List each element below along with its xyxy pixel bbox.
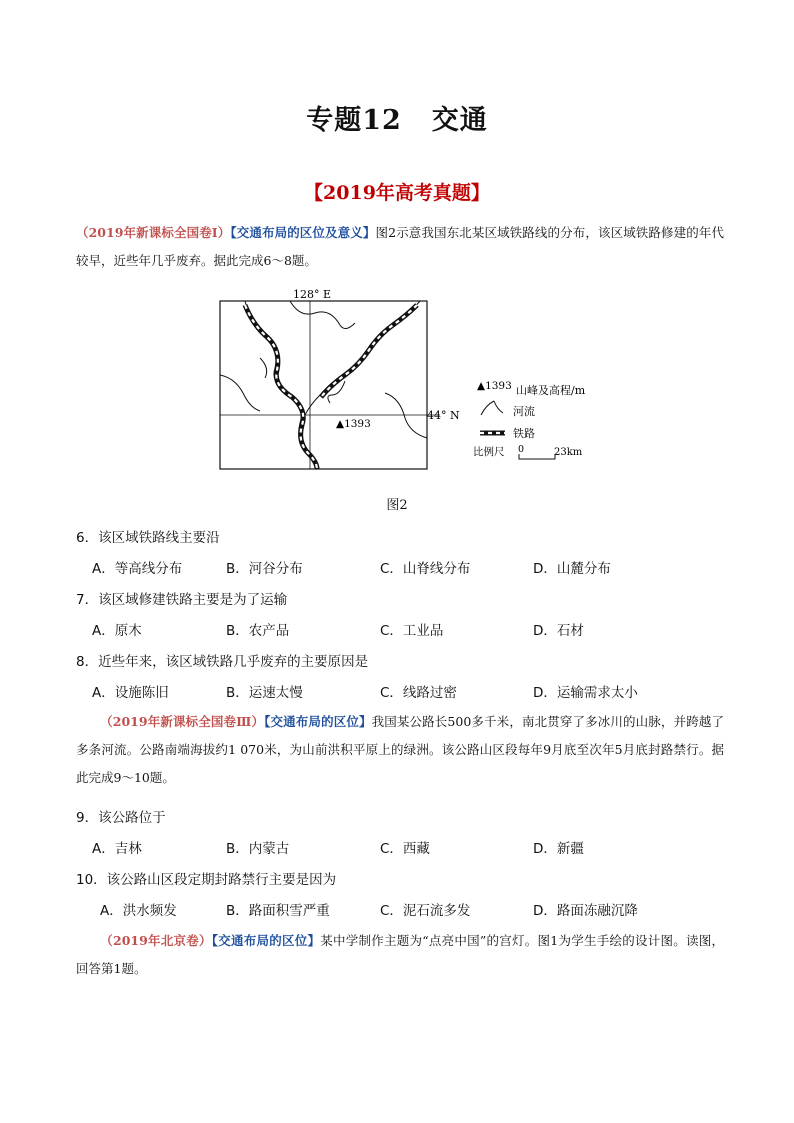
passage-2-tag: 【交通布局的区位】 (264, 714, 372, 729)
railways (245, 305, 417, 469)
option-d[interactable]: D．新疆 (533, 841, 584, 857)
passage-2 (76, 708, 724, 792)
option-c[interactable]: C．线路过密 (380, 685, 457, 701)
title-topic-number: 专题12 (306, 105, 402, 136)
river-small-west (260, 358, 267, 378)
option-a[interactable]: A．洪水频发 (100, 903, 177, 919)
railway-map-figure (205, 283, 605, 478)
option-d[interactable]: D．路面冻融沉降 (533, 903, 638, 919)
passage-1-text: 图2示意我国东北某区域铁路线的分布，该区域铁路修建的年代较早，近些年几乎废弃。据此完成6～8题。 (76, 225, 724, 268)
title-topic-name: 交通 (431, 105, 488, 136)
passage-3-text: 某中学制作主题为“点亮中国”的宫灯。图1为学生手绘的设计图。读图，回答第1题。 (76, 933, 724, 976)
option-a[interactable]: A．设施陈旧 (92, 685, 169, 701)
question-9: 9．该公路位于 (76, 810, 166, 826)
railway-west (245, 305, 317, 469)
option-a[interactable]: A．等高线分布 (92, 561, 183, 577)
option-c[interactable]: C．西藏 (380, 841, 430, 857)
figure-caption: 图2 (386, 498, 408, 513)
legend-scale-end: 23km (554, 447, 583, 458)
passage-3-tag: 【交通布局的区位】 (211, 933, 321, 948)
option-b[interactable]: B．内蒙古 (226, 841, 290, 857)
legend-peak-symbol: ▲1393 (477, 380, 512, 392)
passage-3 (76, 927, 724, 983)
option-b[interactable]: B．路面积雪严重 (226, 903, 330, 919)
legend-peak-label: 山峰及高程/m (516, 384, 586, 397)
river-north (290, 301, 355, 329)
map-peak-label: ▲1393 (336, 418, 371, 430)
option-a[interactable]: A．吉林 (92, 841, 142, 857)
option-b[interactable]: B．运速太慢 (226, 685, 303, 701)
question-7: 7．该区域修建铁路主要是为了运输 (76, 592, 288, 608)
rivers (220, 301, 427, 469)
legend-scale-start: 0 (518, 444, 525, 455)
river-southeast (385, 393, 427, 438)
option-d[interactable]: D．石材 (533, 623, 584, 639)
passage-3-source: （2019年北京卷） (100, 933, 212, 948)
option-c[interactable]: C．工业品 (380, 623, 444, 639)
passage-1-source: （2019年新课标全国卷Ⅰ） (76, 225, 231, 240)
option-d[interactable]: D．运输需求太小 (533, 685, 638, 701)
option-a[interactable]: A．原木 (92, 623, 142, 639)
passage-1-tag: 【交通布局的区位及意义】 (230, 225, 376, 240)
option-c[interactable]: C．山脊线分布 (380, 561, 471, 577)
page-title (0, 98, 794, 137)
option-d[interactable]: D．山麓分布 (533, 561, 611, 577)
question-10: 10．该公路山区段定期封路禁行主要是因为 (76, 872, 337, 888)
legend-railway-label: 铁路 (513, 427, 535, 440)
map-frame (220, 301, 427, 469)
option-c[interactable]: C．泥石流多发 (380, 903, 471, 919)
passage-1 (76, 219, 724, 275)
passage-2-text: 我国某公路长500多千米，南北贯穿了多冰川的山脉，并跨越了多条河流。公路南端海拔约1 070米，为山前洪积平原上的绿洲。该公路山区段每年9月底至次年5月底封路禁行。据此完成9～10题。 (76, 714, 724, 785)
latitude-label: 44° N (427, 409, 460, 422)
option-b[interactable]: B．农产品 (226, 623, 290, 639)
passage-2-source: （2019年新课标全国卷Ⅲ） (100, 714, 265, 729)
river-southwest (220, 375, 260, 411)
legend-river-label: 河流 (513, 405, 535, 418)
legend-river-icon (481, 401, 503, 415)
legend-scale-bar (519, 454, 555, 459)
section-title: 【2019年高考真题】 (304, 182, 490, 204)
legend-scale-label: 比例尺 (473, 446, 505, 458)
map-legend (473, 380, 586, 459)
longitude-label: 128° E (293, 288, 332, 301)
question-8: 8．近些年来，该区域铁路几乎废弃的主要原因是 (76, 654, 369, 670)
option-b[interactable]: B．河谷分布 (226, 561, 303, 577)
question-6: 6．该区域铁路线主要沿 (76, 530, 220, 546)
